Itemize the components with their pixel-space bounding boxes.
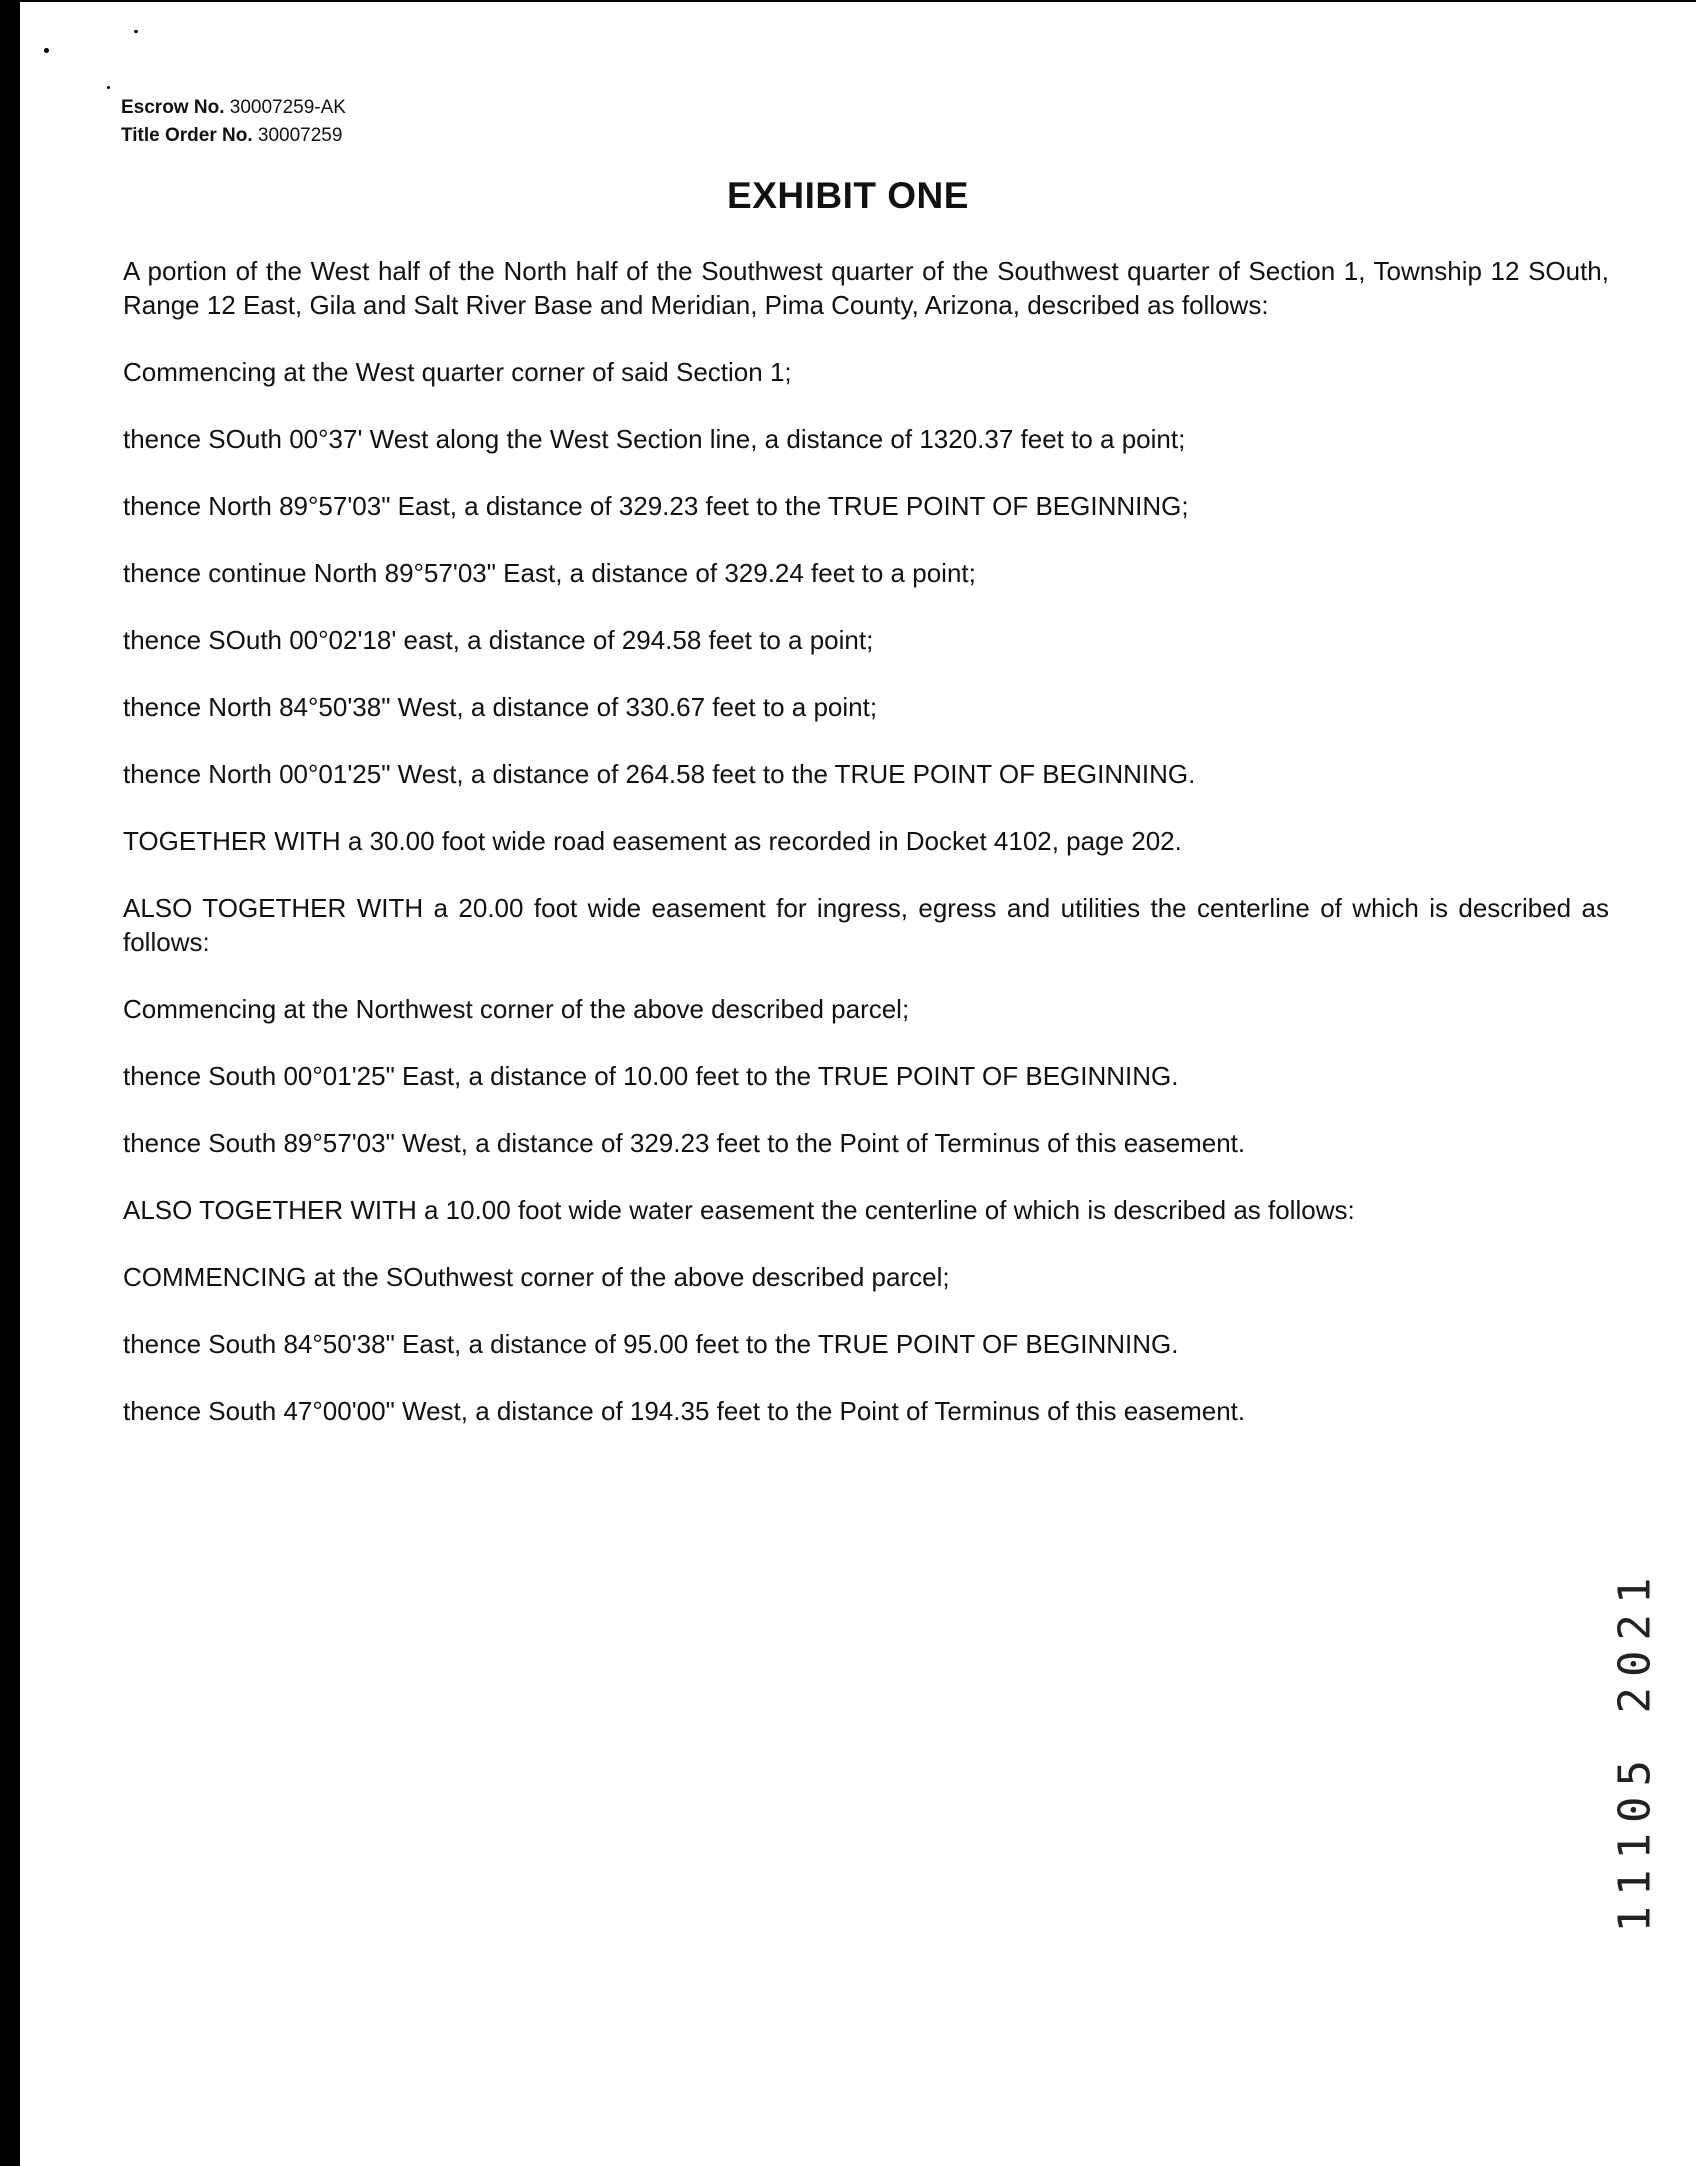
- paragraph-road-easement: TOGETHER WITH a 30.00 foot wide road easement as recorded in Docket 4102, page 202.: [123, 826, 1182, 856]
- paragraph-course: thence South 47°00'00" West, a distance of 194.35 feet to the Point of Terminus of this easement.: [123, 1396, 1246, 1426]
- paragraph-course: thence North 84°50'38" West, a distance of 330.67 feet to a point;: [123, 692, 878, 722]
- paragraph-course: thence SOuth 00°02'18' east, a distance of 294.58 feet to a point;: [123, 625, 874, 655]
- paragraph-course: thence South 00°01'25" East, a distance of 10.00 feet to the TRUE POINT OF BEGINNING.: [123, 1061, 1179, 1091]
- scan-border-left: [0, 0, 20, 2166]
- scan-speck: [44, 48, 49, 53]
- paragraph-course: thence South 84°50'38" East, a distance of 95.00 feet to the TRUE POINT OF BEGINNING.: [123, 1329, 1179, 1359]
- document-title: EXHIBIT ONE: [727, 175, 969, 216]
- recording-stamp-number: 11105 2021: [1609, 1567, 1661, 1933]
- title-order-label: Title Order No.: [121, 125, 253, 146]
- escrow-line: [121, 94, 346, 122]
- paragraph-commencing: Commencing at the West quarter corner of said Section 1;: [123, 357, 792, 387]
- paragraph-course: thence North 89°57'03" East, a distance of 329.23 feet to the TRUE POINT OF BEGINNING;: [123, 491, 1189, 521]
- header-block: [121, 94, 346, 150]
- paragraph-commencing: Commencing at the Northwest corner of the above described parcel;: [123, 994, 910, 1024]
- paragraph-ingress-easement: ALSO TOGETHER WITH a 20.00 foot wide easement for ingress, egress and utilities the centerline of which is described as follows:: [123, 893, 1609, 957]
- escrow-number: 30007259-AK: [229, 97, 346, 118]
- scan-speck: [134, 30, 138, 33]
- paragraph-water-easement: ALSO TOGETHER WITH a 10.00 foot wide water easement the centerline of which is described as follows:: [123, 1195, 1355, 1225]
- escrow-label: Escrow No.: [121, 97, 225, 118]
- paragraph-course: thence South 89°57'03" West, a distance of 329.23 feet to the Point of Terminus of this easement.: [123, 1128, 1246, 1158]
- paragraph-commencing: COMMENCING at the SOuthwest corner of the above described parcel;: [123, 1262, 950, 1292]
- recording-stamp: [1600, 1567, 1670, 1933]
- legal-description: [123, 254, 1609, 1461]
- scan-speck: [107, 86, 110, 89]
- paragraph-course: thence continue North 89°57'03" East, a distance of 329.24 feet to a point;: [123, 558, 976, 588]
- paragraph-course: thence North 00°01'25" West, a distance of 264.58 feet to the TRUE POINT OF BEGINNING.: [123, 759, 1196, 789]
- title-order-line: [121, 122, 346, 150]
- title-order-number: 30007259: [257, 125, 343, 146]
- scan-border-top: [0, 0, 1696, 2]
- paragraph-course: thence SOuth 00°37' West along the West Section line, a distance of 1320.37 feet to a point;: [123, 424, 1186, 454]
- paragraph-parcel-description: A portion of the West half of the North half of the Southwest quarter of the Southwest quarter of Section 1, Township 12 SOuth, Range 12 East, Gila and Salt River Base and Meridian, Pima County, Arizona, described as follows:: [123, 256, 1609, 320]
